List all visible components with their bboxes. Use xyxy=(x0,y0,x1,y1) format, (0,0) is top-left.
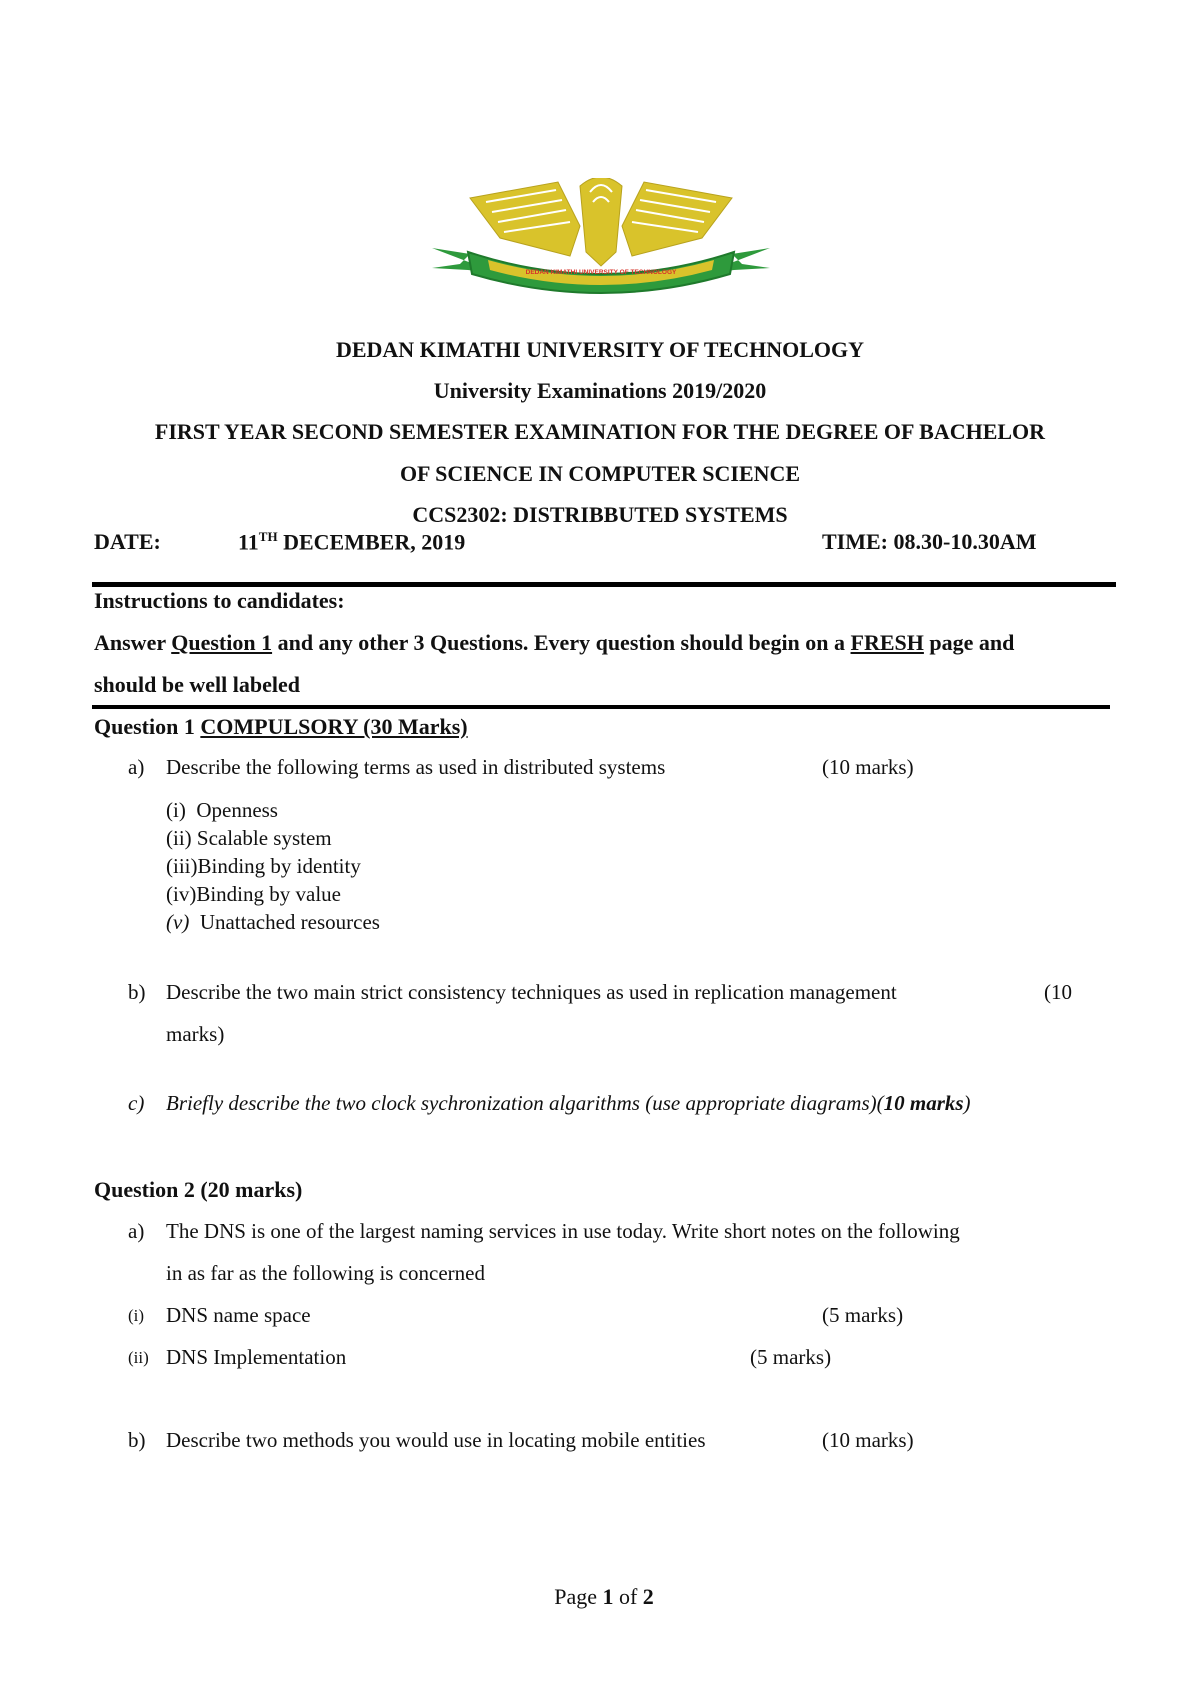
q1a-item-2-text: Scalable system xyxy=(196,826,332,850)
q2a-ii-marks: (5 marks) xyxy=(750,1345,832,1369)
q2a-text-2: in as far as the following is concerned xyxy=(166,1261,485,1285)
logo-wings xyxy=(470,178,732,266)
instructions-text-2: and any other 3 Questions. Every question should begin on a xyxy=(272,630,851,655)
top-divider xyxy=(92,582,1116,587)
instructions-paragraph xyxy=(94,630,1014,656)
semester-line-2: OF SCIENCE IN COMPUTER SCIENCE xyxy=(399,461,801,486)
q1a-item-4-num: (iv) xyxy=(166,882,197,906)
date-label: DATE: xyxy=(94,529,161,554)
q1b-label: b) xyxy=(128,980,146,1004)
q2b-marks: (10 marks) xyxy=(822,1428,914,1452)
instructions-heading: Instructions to candidates: xyxy=(94,588,345,613)
q1a-item-5 xyxy=(166,910,380,935)
q1b-marks-cont: marks) xyxy=(166,1022,225,1046)
q2a-label: a) xyxy=(128,1219,145,1243)
semester-line-1: FIRST YEAR SECOND SEMESTER EXAMINATION FOR THE DEGREE OF BACHELOR xyxy=(154,419,1046,444)
q1a-item-2-num: (ii) xyxy=(166,826,192,850)
q2a-ii-text: DNS Implementation xyxy=(166,1345,347,1369)
q2a-i-marks: (5 marks) xyxy=(822,1303,904,1327)
logo-ribbon-text: DEDAN KIMATHI UNIVERSITY OF TECHNOLOGY xyxy=(525,269,677,276)
page-prefix: Page xyxy=(554,1584,603,1609)
q2b-label: b) xyxy=(128,1428,146,1452)
q2a-text-1: The DNS is one of the largest naming services in use today. Write short notes on the following xyxy=(166,1219,960,1243)
q1c-end: ) xyxy=(963,1091,971,1115)
q1a-label: a) xyxy=(128,755,145,779)
q1b-marks: (10 xyxy=(1044,980,1072,1004)
q1b-text: Describe the two main strict consistency techniques as used in replication management xyxy=(166,980,897,1004)
q2a-i-label: (i) xyxy=(128,1306,145,1325)
date-day-suffix: TH xyxy=(258,529,278,544)
university-logo xyxy=(430,178,772,308)
course-title: CCS2302: DISTRIBBUTED SYSTEMS xyxy=(412,502,788,527)
q1a-item-5-text: Unattached resources xyxy=(199,910,380,934)
question-1-compulsory: COMPULSORY (30 Marks) xyxy=(200,714,468,739)
instructions-line-2: should be well labeled xyxy=(94,672,300,697)
q1a-item-4 xyxy=(166,882,341,907)
instructions-question-1: Question 1 xyxy=(171,630,273,655)
q1a-item-1 xyxy=(166,798,278,823)
q2a-ii-label: (ii) xyxy=(128,1348,149,1367)
q1a-item-3 xyxy=(166,854,361,879)
date-day: 11 xyxy=(238,529,259,555)
page-of: of xyxy=(613,1584,643,1609)
university-name: DEDAN KIMATHI UNIVERSITY OF TECHNOLOGY xyxy=(335,337,865,362)
question-1-title xyxy=(94,714,468,740)
question-1-label: Question 1 xyxy=(94,714,201,739)
q1a-text: Describe the following terms as used in distributed systems xyxy=(166,755,666,779)
q1a-item-5-num: (v) xyxy=(166,910,190,934)
q1c-label: c) xyxy=(128,1091,145,1115)
instructions-fresh: FRESH xyxy=(850,630,924,655)
q1c-text xyxy=(166,1091,971,1116)
q1a-item-3-num: (iii) xyxy=(166,854,198,878)
page-current: 1 xyxy=(602,1584,614,1609)
q1a-item-3-text: Binding by identity xyxy=(197,854,361,878)
page-total: 2 xyxy=(642,1584,654,1609)
date-month-year: DECEMBER, 2019 xyxy=(277,529,466,555)
exam-year: University Examinations 2019/2020 xyxy=(433,378,767,403)
instructions-text-3: page and xyxy=(923,630,1015,655)
question-2-title: Question 2 (20 marks) xyxy=(94,1177,303,1202)
q1a-item-2 xyxy=(166,826,332,851)
instructions-text-1: Answer xyxy=(94,630,172,655)
instructions-divider xyxy=(92,705,1110,709)
date-value xyxy=(238,529,465,555)
q1a-item-1-num: (i) xyxy=(166,798,186,822)
exam-time: TIME: 08.30-10.30AM xyxy=(822,529,1037,554)
q1c-marks: 10 marks xyxy=(883,1091,964,1115)
q1a-item-4-text: Binding by value xyxy=(196,882,341,906)
q1a-item-1-text: Openness xyxy=(196,798,278,822)
q2b-text: Describe two methods you would use in locating mobile entities xyxy=(166,1428,706,1452)
q1a-marks: (10 marks) xyxy=(822,755,914,779)
page-number xyxy=(0,1584,1200,1610)
q1c-body: Briefly describe the two clock sychronization algarithms (use appropriate diagrams)( xyxy=(166,1091,884,1115)
q2a-i-text: DNS name space xyxy=(166,1303,311,1327)
